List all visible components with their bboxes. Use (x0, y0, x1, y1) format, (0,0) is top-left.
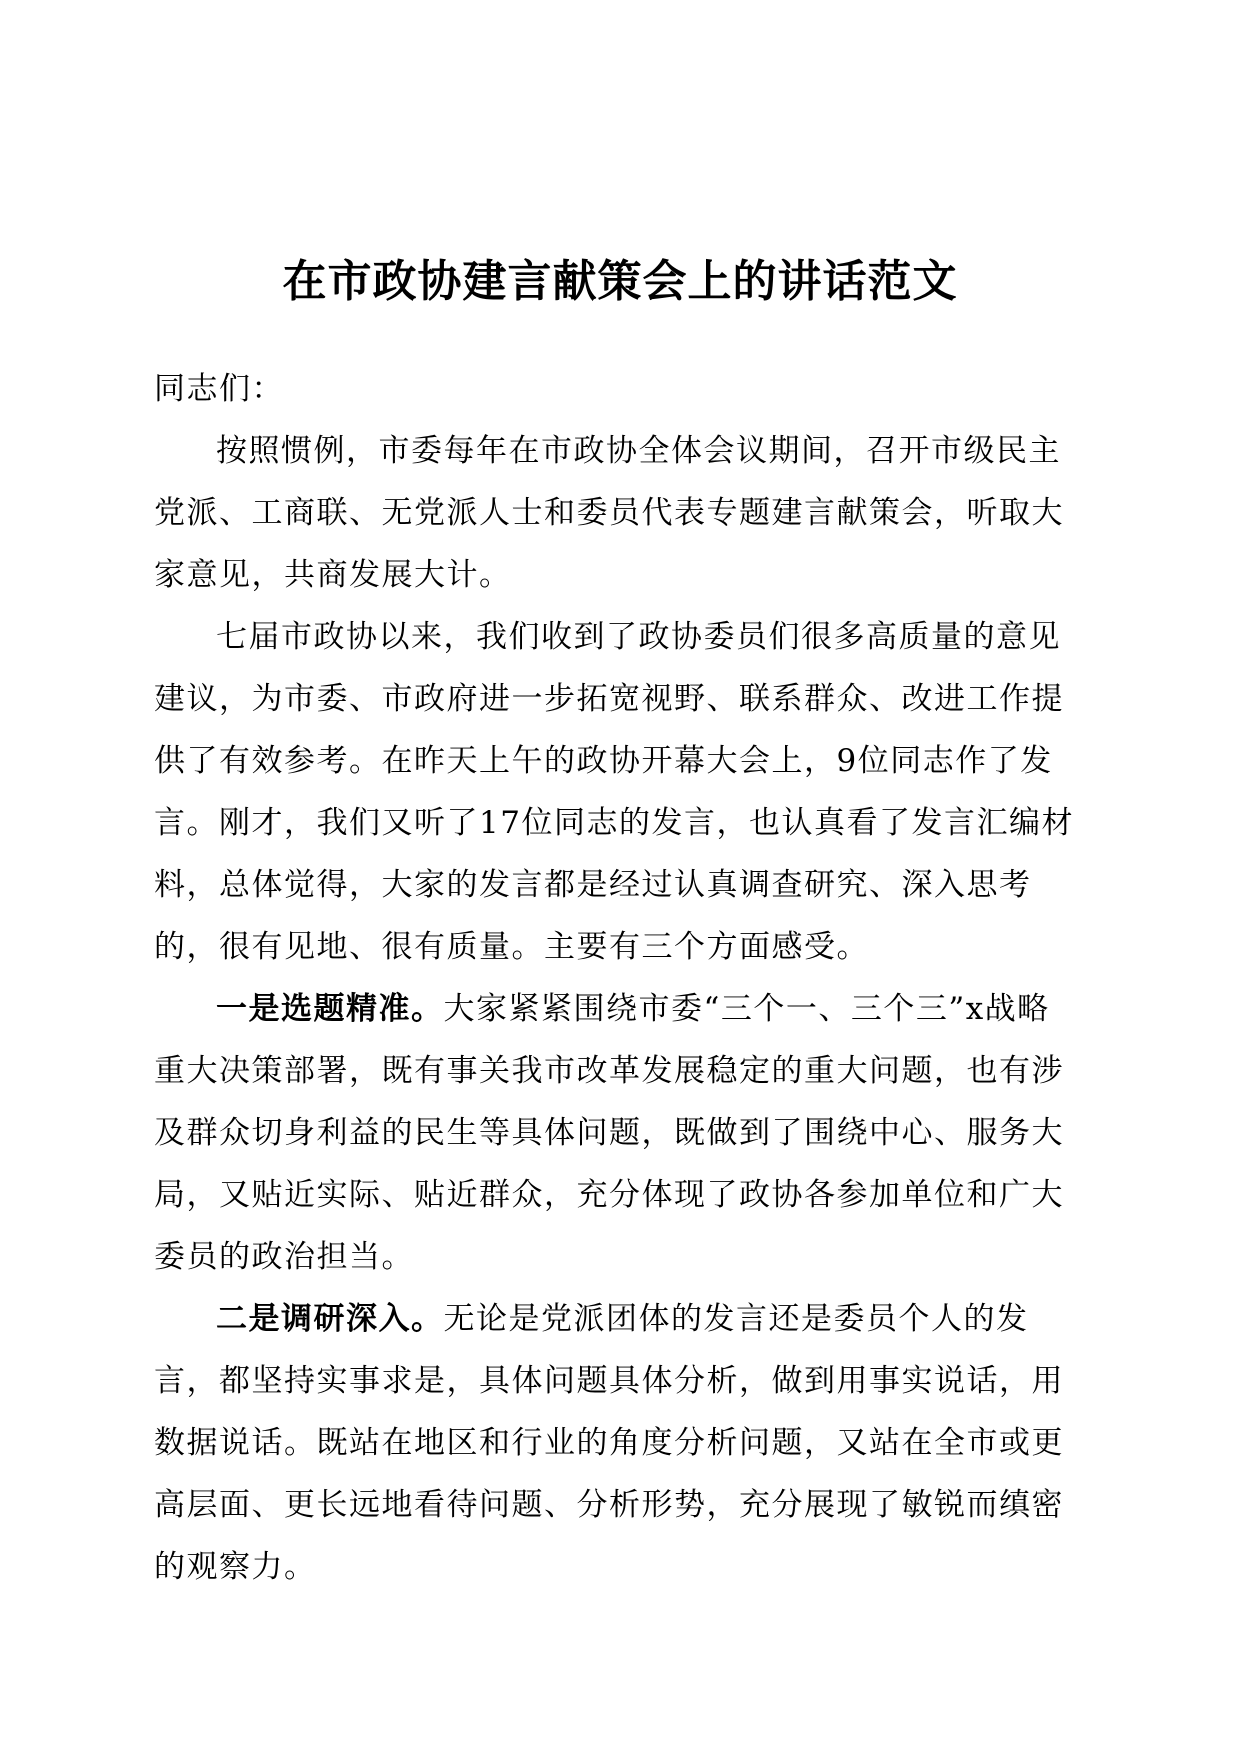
paragraph-lead: 二是调研深入。 (216, 1301, 444, 1337)
paragraph (154, 1288, 1076, 1598)
paragraph (154, 978, 1076, 1288)
paragraph-lead: 一是选题精准。 (216, 991, 444, 1027)
paragraph-text: 无论是党派团体的发言还是委员个人的发言，都坚持实事求是，具体问题具体分析，做到用事实说话，用数据说话。既站在地区和行业的角度分析问题，又站在全市或更高层面、更长远地看待问题、分析形势，充分展现了敏锐而缜密的观察力。 (154, 1301, 1064, 1585)
paragraph-text: 七届市政协以来，我们收到了政协委员们很多高质量的意见建议，为市委、市政府进一步拓宽视野、联系群众、改进工作提供了有效参考。在昨天上午的政协开幕大会上，9位同志作了发言。刚才，我们又听了17位同志的发言，也认真看了发言汇编材料，总体觉得，大家的发言都是经过认真调查研究、深入思考的，很有见地、很有质量。主要有三个方面感受。 (154, 619, 1074, 965)
document-body (154, 358, 1076, 1598)
document-title: 在市政协建言献策会上的讲话范文 (282, 256, 958, 307)
salutation: 同志们： (154, 371, 284, 407)
paragraph (154, 606, 1076, 978)
paragraph (154, 420, 1076, 606)
paragraph-text: 大家紧紧围绕市委“三个一、三个三”x战略重大决策部署，既有事关我市改革发展稳定的重大问题，也有涉及群众切身利益的民生等具体问题，既做到了围绕中心、服务大局，又贴近实际、贴近群众，充分体现了政协各参加单位和广大委员的政治担当。 (154, 991, 1064, 1275)
paragraph-text: 按照惯例，市委每年在市政协全体会议期间，召开市级民主党派、工商联、无党派人士和委员代表专题建言献策会，听取大家意见，共商发展大计。 (154, 433, 1064, 593)
